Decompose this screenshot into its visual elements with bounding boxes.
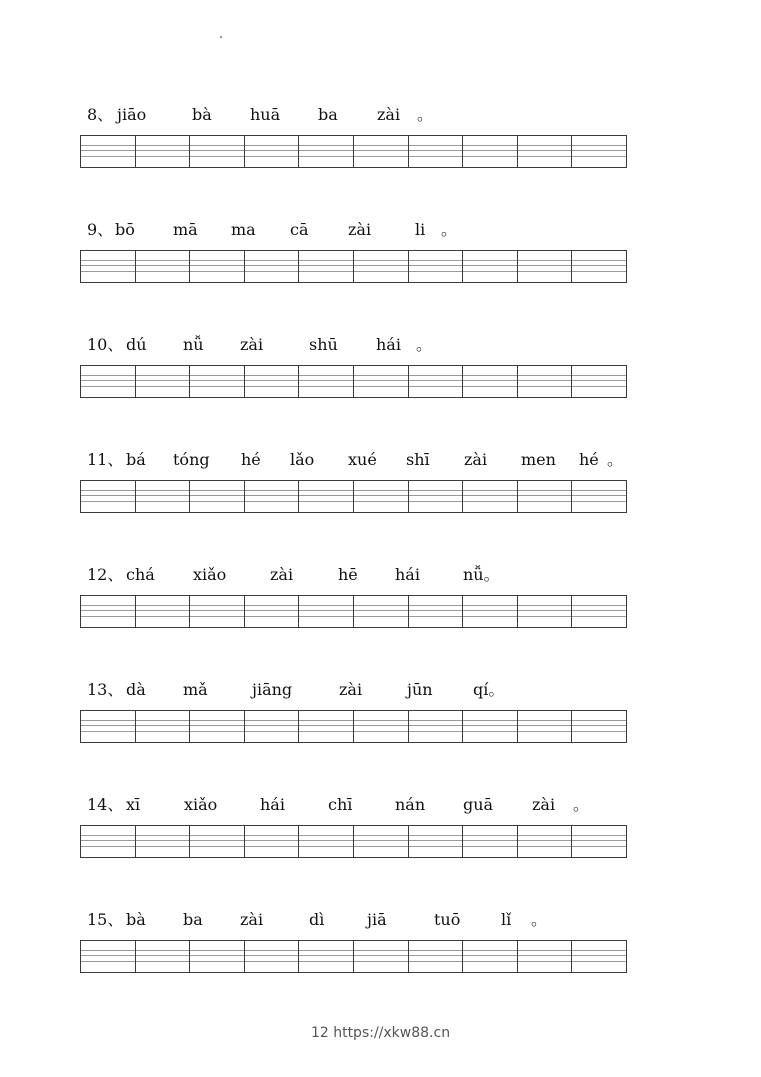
writing-grid[interactable] <box>80 365 627 398</box>
grid-cell[interactable] <box>572 251 626 282</box>
grid-cell[interactable] <box>463 941 518 972</box>
grid-cell[interactable] <box>518 826 573 857</box>
writing-grid[interactable] <box>80 250 627 283</box>
grid-cell[interactable] <box>81 251 136 282</box>
pinyin-word: zài <box>240 335 264 354</box>
grid-cell[interactable] <box>354 136 409 167</box>
grid-cell[interactable] <box>463 251 518 282</box>
pinyin-word: hé <box>241 450 261 469</box>
pinyin-word: 。 <box>441 220 458 239</box>
pinyin-word: xiǎo <box>193 565 227 584</box>
grid-cell[interactable] <box>245 941 300 972</box>
grid-cell[interactable] <box>518 481 573 512</box>
pinyin-word: bō <box>115 220 135 239</box>
grid-cell[interactable] <box>572 366 626 397</box>
grid-cell[interactable] <box>572 826 626 857</box>
pinyin-word: nǚ。 <box>463 565 500 584</box>
grid-cell[interactable] <box>463 136 518 167</box>
grid-cell[interactable] <box>354 481 409 512</box>
item-number: 8、 <box>87 105 114 124</box>
grid-cell[interactable] <box>245 251 300 282</box>
pinyin-word: lǎo <box>290 450 315 469</box>
grid-cell[interactable] <box>409 711 464 742</box>
grid-cell[interactable] <box>299 826 354 857</box>
pinyin-word: zài <box>532 795 556 814</box>
pinyin-word: tuō <box>434 910 461 929</box>
pinyin-word: bà <box>192 105 212 124</box>
item-number: 9、 <box>87 220 114 239</box>
grid-cell[interactable] <box>136 596 191 627</box>
writing-grid[interactable] <box>80 710 627 743</box>
pinyin-word: hé <box>579 450 599 469</box>
grid-cell[interactable] <box>572 136 626 167</box>
pinyin-word: guā <box>463 795 494 814</box>
grid-cell[interactable] <box>190 136 245 167</box>
writing-grid[interactable] <box>80 480 627 513</box>
pinyin-word: 。 <box>531 910 548 929</box>
item-number: 14、 <box>87 795 124 814</box>
grid-cell[interactable] <box>299 366 354 397</box>
pinyin-word: lǐ <box>501 910 512 929</box>
pinyin-word: bá <box>126 450 146 469</box>
pinyin-word: zài <box>348 220 372 239</box>
grid-cell[interactable] <box>409 136 464 167</box>
grid-cell[interactable] <box>354 251 409 282</box>
grid-cell[interactable] <box>190 366 245 397</box>
item-number: 13、 <box>87 680 124 699</box>
pinyin-word: ba <box>318 105 338 124</box>
pinyin-word: 。 <box>417 105 434 124</box>
grid-cell[interactable] <box>245 596 300 627</box>
pinyin-word: hái <box>376 335 401 354</box>
grid-cell[interactable] <box>409 826 464 857</box>
pinyin-word: xī <box>126 795 141 814</box>
pinyin-word: shī <box>406 450 430 469</box>
grid-cell[interactable] <box>136 366 191 397</box>
grid-cell[interactable] <box>245 481 300 512</box>
grid-cell[interactable] <box>572 481 626 512</box>
grid-cell[interactable] <box>299 136 354 167</box>
grid-cell[interactable] <box>136 711 191 742</box>
grid-cell[interactable] <box>190 941 245 972</box>
pinyin-word: xué <box>348 450 377 469</box>
item-number: 12、 <box>87 565 124 584</box>
page-footer: 12 https://xkw88.cn <box>310 1025 451 1041</box>
pinyin-word: ma <box>231 220 256 239</box>
grid-cell[interactable] <box>409 481 464 512</box>
grid-cell[interactable] <box>463 596 518 627</box>
pinyin-word: hē <box>338 565 358 584</box>
pinyin-word: ba <box>183 910 203 929</box>
grid-cell[interactable] <box>81 941 136 972</box>
grid-cell[interactable] <box>518 251 573 282</box>
grid-cell[interactable] <box>190 711 245 742</box>
grid-cell[interactable] <box>81 711 136 742</box>
grid-cell[interactable] <box>463 826 518 857</box>
grid-cell[interactable] <box>572 711 626 742</box>
pinyin-word: li <box>415 220 426 239</box>
pinyin-word: zài <box>464 450 488 469</box>
pinyin-word: jiāng <box>252 680 293 699</box>
grid-cell[interactable] <box>190 826 245 857</box>
writing-grid[interactable] <box>80 940 627 973</box>
grid-cell[interactable] <box>299 481 354 512</box>
grid-cell[interactable] <box>81 136 136 167</box>
grid-cell[interactable] <box>409 251 464 282</box>
grid-cell[interactable] <box>81 366 136 397</box>
pinyin-word: dà <box>126 680 146 699</box>
item-number: 15、 <box>87 910 124 929</box>
pinyin-word: nán <box>395 795 426 814</box>
pinyin-word: zài <box>270 565 294 584</box>
grid-cell[interactable] <box>518 711 573 742</box>
grid-cell[interactable] <box>81 481 136 512</box>
grid-cell[interactable] <box>299 596 354 627</box>
grid-cell[interactable] <box>245 826 300 857</box>
pinyin-word: chī <box>328 795 353 814</box>
grid-cell[interactable] <box>81 596 136 627</box>
grid-cell[interactable] <box>299 941 354 972</box>
pinyin-word: 。 <box>607 450 624 469</box>
grid-cell[interactable] <box>354 711 409 742</box>
pinyin-word: 。 <box>573 795 590 814</box>
pinyin-word: tóng <box>173 450 210 469</box>
grid-cell[interactable] <box>136 941 191 972</box>
pinyin-word: zài <box>377 105 401 124</box>
pinyin-word: men <box>521 450 556 469</box>
pinyin-word: jūn <box>407 680 433 699</box>
grid-cell[interactable] <box>409 596 464 627</box>
pinyin-word: zài <box>240 910 264 929</box>
item-number: 11、 <box>87 450 124 469</box>
pinyin-word: chá <box>126 565 155 584</box>
pinyin-word: huā <box>250 105 281 124</box>
grid-cell[interactable] <box>354 366 409 397</box>
grid-cell[interactable] <box>518 366 573 397</box>
grid-cell[interactable] <box>463 711 518 742</box>
pinyin-word: xiǎo <box>184 795 218 814</box>
pinyin-word: dì <box>309 910 325 929</box>
pinyin-word: mā <box>173 220 198 239</box>
grid-cell[interactable] <box>245 366 300 397</box>
pinyin-word: 。 <box>416 335 433 354</box>
pinyin-word: mǎ <box>183 680 208 699</box>
pinyin-word: cā <box>290 220 309 239</box>
pinyin-word: bà <box>126 910 146 929</box>
grid-cell[interactable] <box>190 251 245 282</box>
grid-cell[interactable] <box>518 596 573 627</box>
grid-cell[interactable] <box>463 366 518 397</box>
grid-cell[interactable] <box>572 596 626 627</box>
grid-cell[interactable] <box>190 596 245 627</box>
grid-cell[interactable] <box>518 136 573 167</box>
grid-cell[interactable] <box>463 481 518 512</box>
grid-cell[interactable] <box>136 136 191 167</box>
pinyin-word: jiā <box>367 910 387 929</box>
grid-cell[interactable] <box>409 366 464 397</box>
pinyin-word: qí。 <box>473 680 505 699</box>
writing-grid[interactable] <box>80 595 627 628</box>
pinyin-word: shū <box>309 335 338 354</box>
pinyin-word: jiāo <box>117 105 147 124</box>
stray-mark <box>220 36 222 38</box>
grid-cell[interactable] <box>136 481 191 512</box>
grid-cell[interactable] <box>518 941 573 972</box>
grid-cell[interactable] <box>245 711 300 742</box>
grid-cell[interactable] <box>136 826 191 857</box>
pinyin-word: hái <box>260 795 285 814</box>
grid-cell[interactable] <box>136 251 191 282</box>
pinyin-word: dú <box>126 335 147 354</box>
grid-cell[interactable] <box>299 251 354 282</box>
writing-grid[interactable] <box>80 135 627 168</box>
grid-cell[interactable] <box>354 826 409 857</box>
grid-cell[interactable] <box>409 941 464 972</box>
grid-cell[interactable] <box>190 481 245 512</box>
grid-cell[interactable] <box>572 941 626 972</box>
grid-cell[interactable] <box>299 711 354 742</box>
pinyin-word: zài <box>339 680 363 699</box>
grid-cell[interactable] <box>245 136 300 167</box>
writing-grid[interactable] <box>80 825 627 858</box>
pinyin-word: hái <box>395 565 420 584</box>
grid-cell[interactable] <box>81 826 136 857</box>
grid-cell[interactable] <box>354 941 409 972</box>
pinyin-word: nǚ <box>183 335 204 354</box>
item-number: 10、 <box>87 335 124 354</box>
grid-cell[interactable] <box>354 596 409 627</box>
